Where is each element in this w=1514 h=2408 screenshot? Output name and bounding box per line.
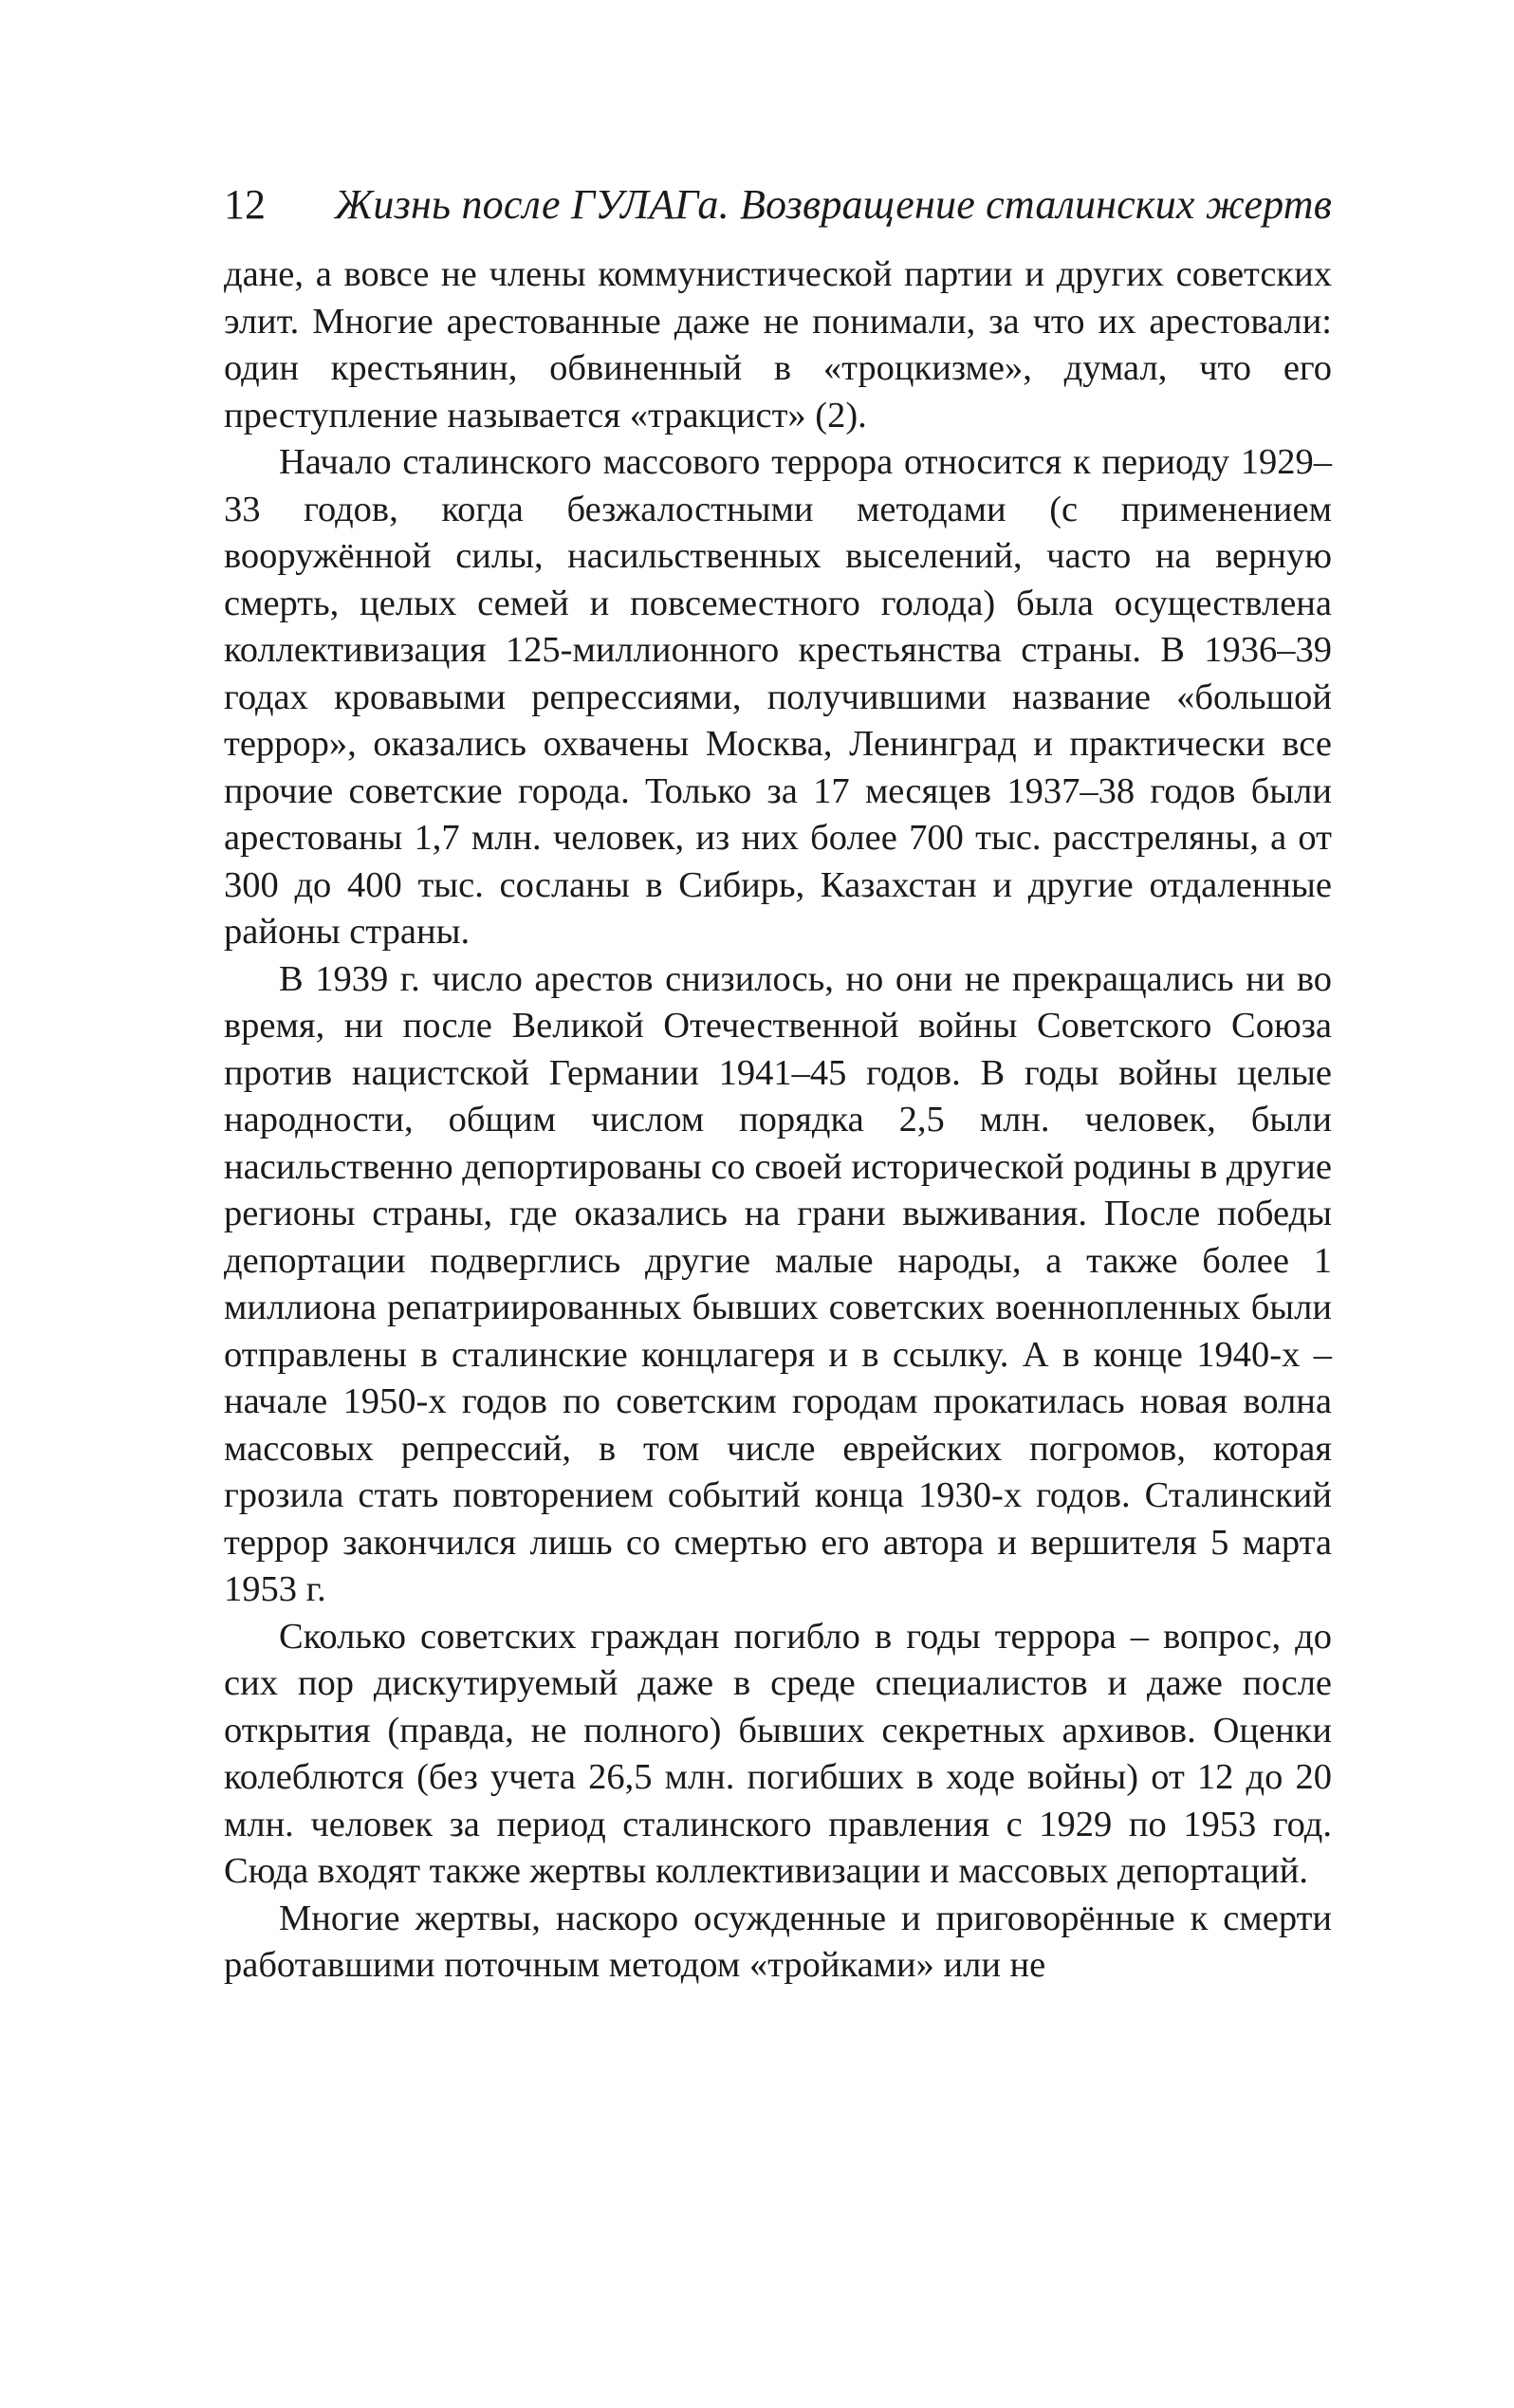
body-text (224, 251, 1332, 1990)
paragraph-death-toll: Сколько советских граждан погибло в годы террора – вопрос, до сих пор дискутируемый даже в среде специалистов и даже после открытия (правда, не полного) бывших секретных архивов. Оценки колеблются (без учета 26,5 млн. погибших в ходе войны) от 12 до 20 млн. человек за период сталинского правления с 1929 по 1953 год. Сюда входят также жертвы коллективизации и массовых депортаций. (224, 1616, 1332, 1891)
paragraph-troikas: Многие жертвы, наскоро осужденные и приговорённые к смерти работавшими поточным методом «тройками» или не (224, 1898, 1332, 1985)
paragraph-collectivization: Начало сталинского массового террора относится к периоду 1929–33 годов, когда безжалостными методами (с применением вооружённой силы, насильственных выселений, часто на верную смерть, целых семей и повсеместного голода) была осуществлена коллективизация 125-миллионного крестьянства страны. В 1936–39 годах кровавыми репрессиями, получившими название «большой террор», оказались охвачены Москва, Ленинград и практически все прочие советские города. Только за 17 месяцев 1937–38 годов были арестованы 1,7 млн. человек, из них более 700 тыс. расстреляны, а от 300 до 400 тыс. сосланы в Сибирь, Казахстан и другие отдаленные районы страны. (224, 442, 1332, 952)
paragraph-continued: дане, а вовсе не члены коммунистической партии и других советских элит. Многие арестованные даже не понимали, за что их арестовали: один крестьянин, обвиненный в «троцкизме», думал, что его преступление называется «тракцист» (2). (224, 254, 1332, 435)
running-head (224, 176, 1332, 233)
paragraph-war-years: В 1939 г. число арестов снизилось, но они не прекращались ни во время, ни после Великой Отечественной войны Советского Союза против нацистской Германии 1941–45 годов. В годы войны целые народности, общим числом порядка 2,5 млн. человек, были насильственно депортированы со своей исторической родины в другие регионы страны, где оказались на грани выживания. После победы депортации подверглись другие малые народы, а также более 1 миллиона репатриированных бывших советских военнопленных были отправлены в сталинские концлагеря и в ссылку. А в конце 1940-х – начале 1950-х годов по советским городам прокатилась новая волна массовых репрессий, в том числе еврейских погромов, которая грозила стать повторением событий конца 1930-х годов. Сталинский террор закончился лишь со смертью его автора и вершителя 5 марта 1953 г. (224, 958, 1332, 1609)
book-title: Жизнь после ГУЛАГа. Возвращение сталинских жертв (334, 181, 1332, 228)
page-number: 12 (224, 181, 266, 228)
